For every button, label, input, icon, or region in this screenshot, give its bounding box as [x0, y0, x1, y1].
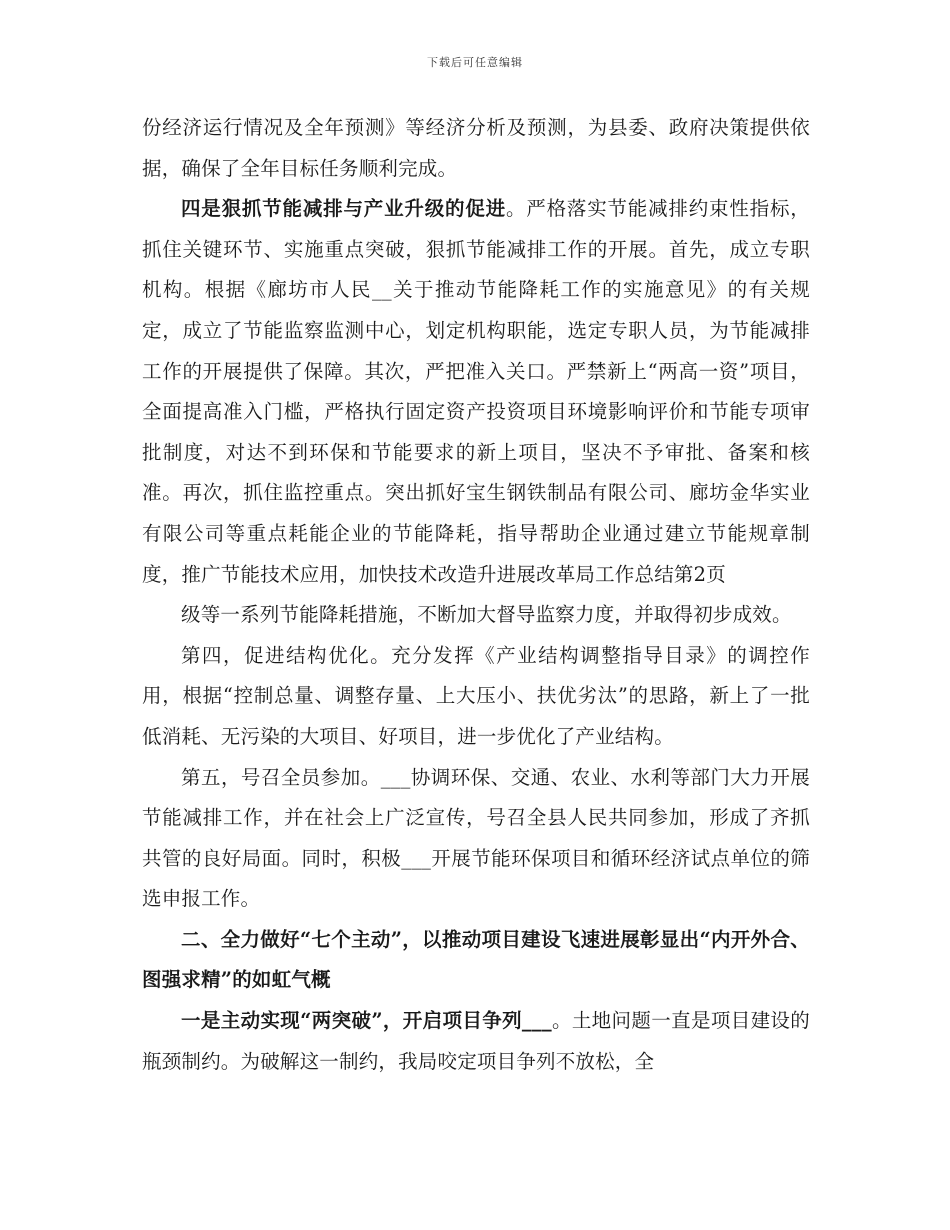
- paragraph-6: [142, 1001, 810, 1082]
- paragraph-3: 级等一系列节能降耗措施，不断加大督导监察力度，并取得初步成效。: [181, 603, 792, 627]
- paragraph-6-body: 。土地问题一直是项目建设的瓶颈制约。为破解这一制约，我局咬定项目争列不放松，全: [142, 1009, 810, 1073]
- paragraph-4: 第四，促进结构优化。充分发挥《产业结构调整指导目录》的调控作用，根据“控制总量、调整存量、上大压小、扶优劣汰”的思路，新上了一批低消耗、无污染的大项目、好项目，进一步优化了产业结构。: [142, 643, 810, 748]
- paragraph-6-lead: 一是主动实现“两突破”，开启项目争列___: [181, 1009, 552, 1033]
- paragraph-2-body: 。严格落实节能减排约束性指标，抓住关键环节、实施重点突破，狠抓节能减排工作的开展。首先，成立专职机构。根据《廊坊市人民__关于推动节能降耗工作的实施意见》的有关规定，成立了节能监察监测中心，划定机构职能，选定专职人员，为节能减排工作的开展提供了保障。其次，严把准入关口。严禁新上“两高一资”项目，全面提高准入门槛，严格执行固定资产投资项目环境影响评价和节能专项审批制度，对达不到环保和节能要求的新上项目，坚决不予审批、备案和核准。再次，抓住监控重点。突出抓好宝生钢铁制品有限公司、廊坊金华实业有限公司等重点耗能企业的节能降耗，指导帮助企业通过建立节能规章制度，推广节能技术应用，加快技术改造升进展改革局工作总结第2页: [142, 197, 810, 586]
- paragraph-1: 份经济运行情况及全年预测》等经济分析及预测，为县委、政府决策提供依据，确保了全年目标任务顺利完成。: [142, 116, 810, 180]
- document-body: [142, 108, 810, 1082]
- paragraph-2: [142, 189, 810, 595]
- page-header: 下载后可任意编辑: [427, 56, 523, 69]
- section-heading: 二、全力做好“七个主动”，以推动项目建设飞速进展彰显出“内开外合、图强求精”的如虹气概: [142, 927, 810, 992]
- paragraph-5: 第五，号召全员参加。___协调环保、交通、农业、水利等部门大力开展节能减排工作，并在社会上广泛宣传，号召全县人民共同参加，形成了齐抓共管的良好局面。同时，积极___开展节能环保项目和循环经济试点单位的筛选申报工作。: [142, 765, 810, 911]
- paragraph-2-lead: 四是狠抓节能减排与产业升级的促进: [181, 197, 506, 221]
